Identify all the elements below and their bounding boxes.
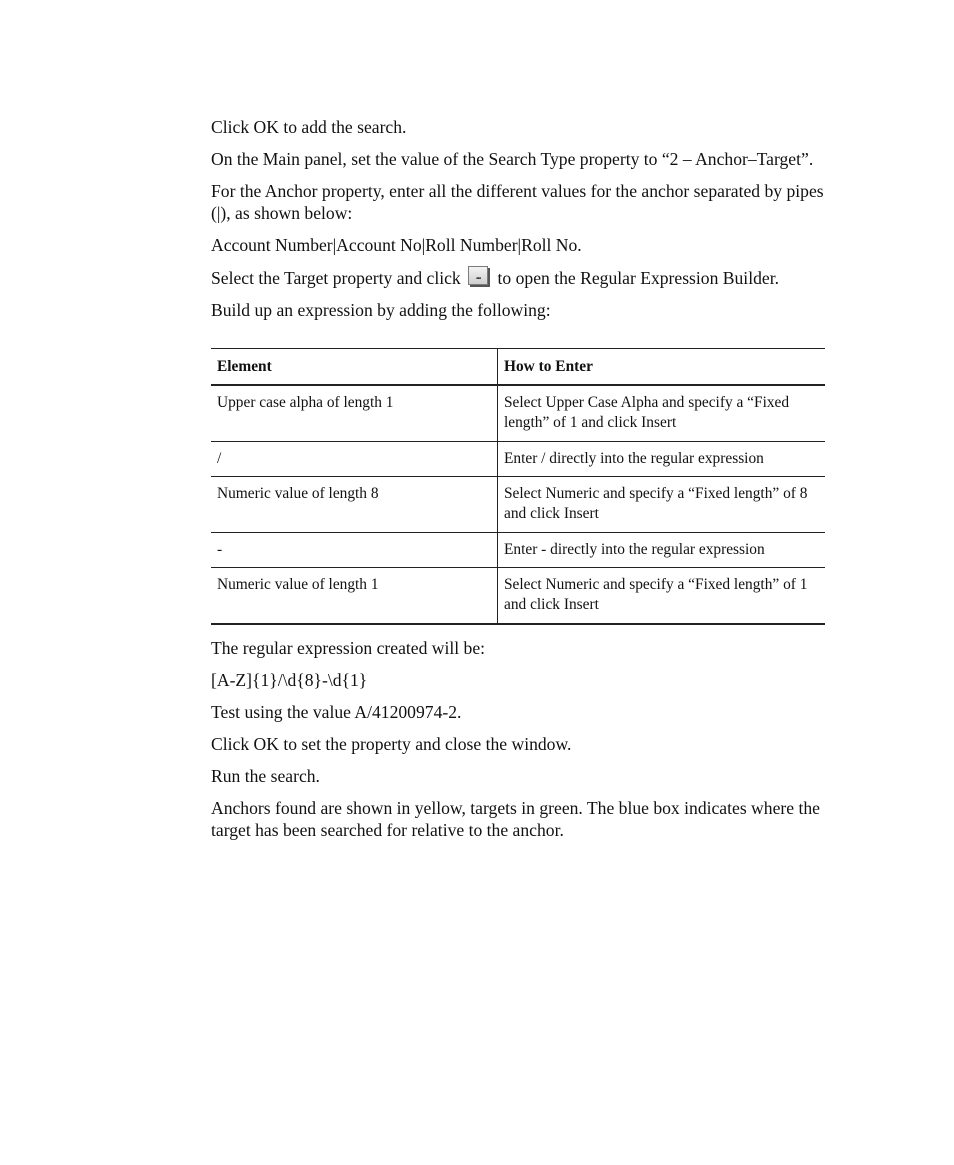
build-intro: Build up an expression by adding the following:: [211, 300, 551, 320]
table-header-row: [211, 349, 825, 386]
element-cell: Numeric value of length 1: [211, 568, 498, 625]
anchor-values-example: Account Number|Account No|Roll Number|Roll No.: [211, 235, 582, 255]
how-to-enter-cell: Enter / directly into the regular expression: [498, 442, 826, 477]
table-row: [211, 568, 825, 625]
step-click-ok-add: Click OK to add the search.: [211, 117, 407, 137]
element-cell: -: [211, 533, 498, 568]
header-element: Element: [211, 349, 498, 386]
regex-value: [A-Z]{1}/\d{8}-\d{1}: [211, 670, 368, 690]
how-to-enter-cell: Enter - directly into the regular expression: [498, 533, 826, 568]
step-test-value: Test using the value A/41200974-2.: [211, 702, 462, 722]
table-row: [211, 477, 825, 533]
target-step-before: Select the Target property and click: [211, 268, 461, 288]
document-body: [211, 116, 825, 851]
step-search-type: On the Main panel, set the value of the Search Type property to “2 – Anchor–Target”.: [211, 149, 814, 169]
step-anchor-property: For the Anchor property, enter all the different values for the anchor separated by pipes (|), as shown below:: [211, 181, 824, 223]
ellipsis-button-icon: ...: [468, 266, 488, 285]
how-to-enter-cell: Select Upper Case Alpha and specify a “Fixed length” of 1 and click Insert: [498, 385, 826, 442]
result-explanation: Anchors found are shown in yellow, targets in green. The blue box indicates where the target has been searched for relative to the anchor.: [211, 798, 820, 840]
target-step-after: to open the Regular Expression Builder.: [497, 268, 779, 288]
step-run-search: Run the search.: [211, 766, 320, 786]
regex-intro: The regular expression created will be:: [211, 638, 486, 658]
header-how-to-enter: How to Enter: [498, 349, 826, 386]
table-row: [211, 442, 825, 477]
element-cell: Numeric value of length 8: [211, 477, 498, 533]
element-cell: /: [211, 442, 498, 477]
how-to-enter-cell: Select Numeric and specify a “Fixed length” of 8 and click Insert: [498, 477, 826, 533]
table-row: [211, 385, 825, 442]
step-click-ok-close: Click OK to set the property and close the window.: [211, 734, 572, 754]
step-target-property: [211, 266, 825, 289]
element-table: [211, 348, 825, 625]
element-cell: Upper case alpha of length 1: [211, 385, 498, 442]
how-to-enter-cell: Select Numeric and specify a “Fixed length” of 1 and click Insert: [498, 568, 826, 625]
table-row: [211, 533, 825, 568]
